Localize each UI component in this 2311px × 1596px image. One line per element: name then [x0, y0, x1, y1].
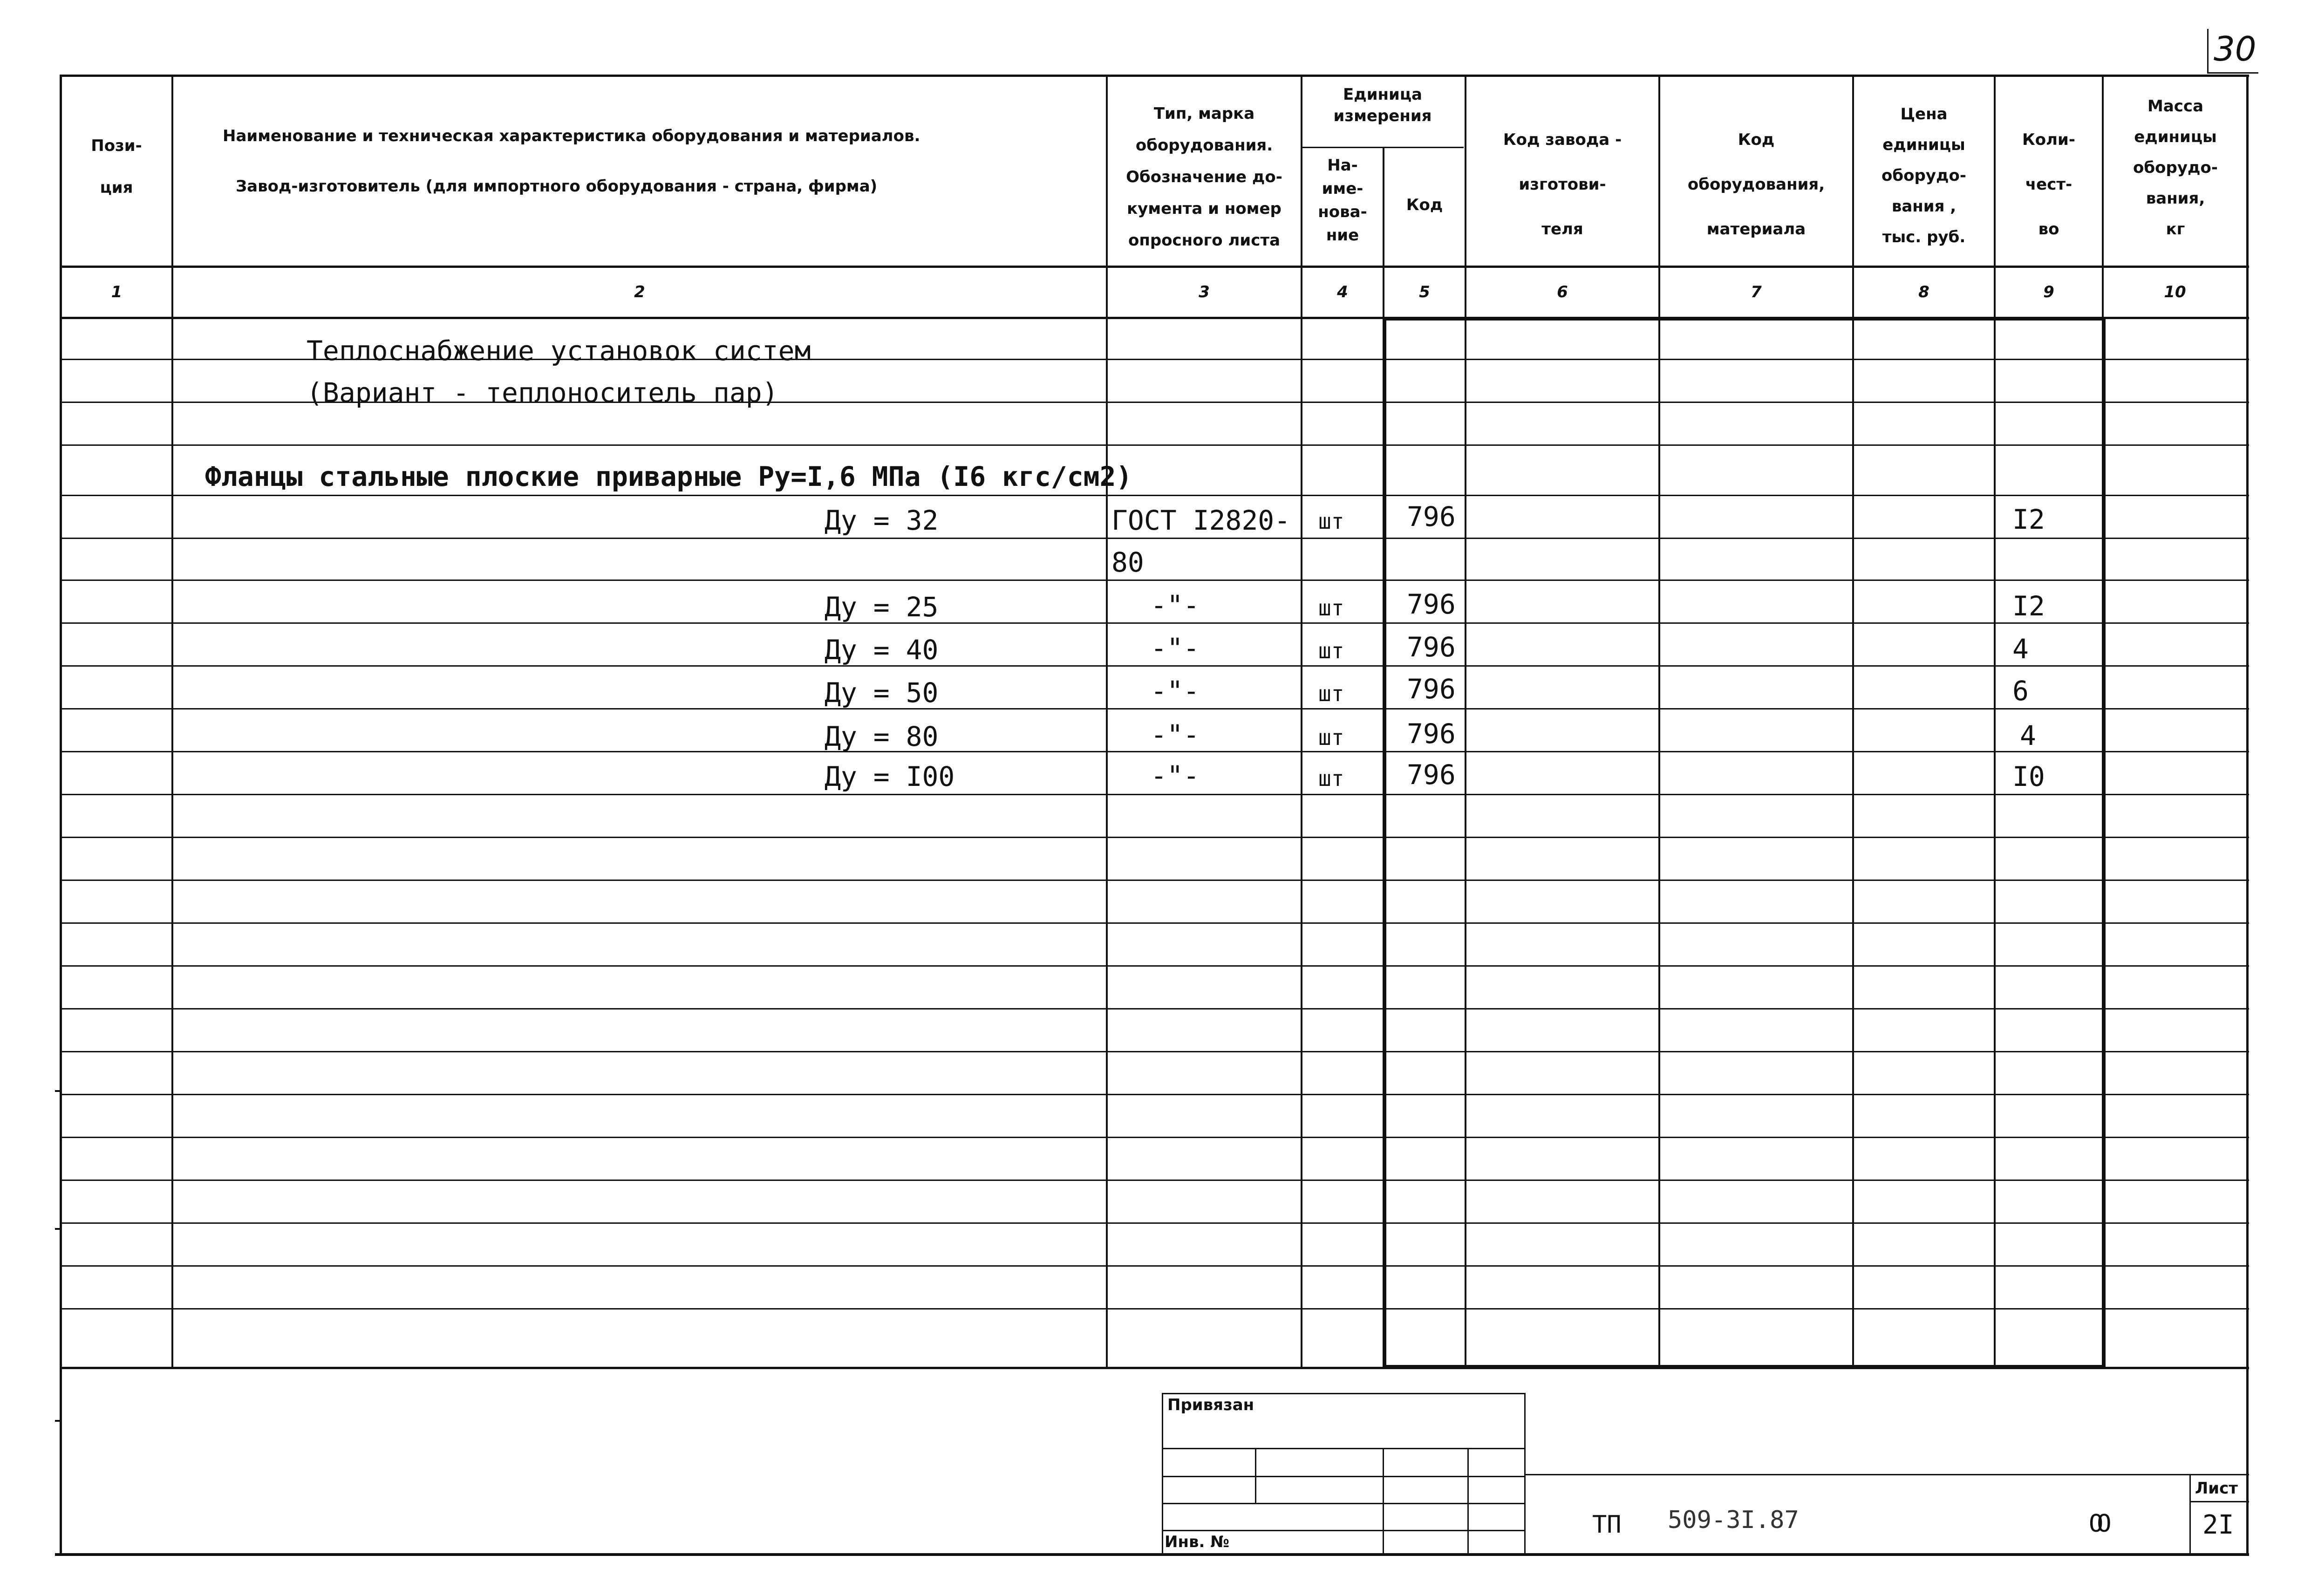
- header-unit-name: На- име- нова- ние: [1318, 156, 1367, 245]
- row-code: 796: [1407, 501, 1456, 532]
- column-number-10: 10: [2164, 283, 2186, 301]
- row-type: 80: [1111, 546, 1144, 578]
- document-number: 509-3I.87: [1668, 1506, 1799, 1534]
- row-separator: [60, 1137, 2249, 1138]
- row-unit: шт: [1318, 509, 1344, 534]
- row-unit: шт: [1318, 595, 1344, 621]
- margin-tick: [55, 1228, 61, 1230]
- row-unit: шт: [1318, 725, 1344, 750]
- row-qty: 4: [2012, 633, 2029, 665]
- row-qty: I2: [2012, 504, 2045, 535]
- row-type: ГОСТ I2820-: [1111, 505, 1291, 536]
- row-separator: [60, 880, 2249, 881]
- row-code: 796: [1407, 673, 1456, 705]
- row-name: Ду = 80: [825, 721, 939, 752]
- row-separator: [60, 1308, 2249, 1310]
- row-type: -"-: [1151, 719, 1200, 750]
- sheet-corner-number: 30: [2214, 29, 2256, 68]
- row-separator: [60, 444, 2249, 446]
- sheet-label: Лист: [2195, 1479, 2238, 1498]
- header-name-line2: Завод-изготовитель (для импортного оборудования - страна, фирма): [236, 177, 878, 196]
- row-name: Фланцы стальные плоские приварные Ру=I,6 МПа (I6 кгс/см2): [205, 461, 1132, 492]
- row-separator: [60, 580, 2249, 581]
- header-equipment-code: Код оборудования, материала: [1687, 130, 1825, 239]
- header-factory-code: Код завода - изготови- теля: [1503, 130, 1622, 239]
- header-mass: Масса единицы оборудо- вания, кг: [2133, 97, 2218, 239]
- row-qty: I2: [2012, 590, 2045, 622]
- header-type: Тип, марка оборудования. Обозначение до- кумента и номер опросного листа: [1126, 104, 1282, 250]
- row-type: -"-: [1151, 632, 1200, 664]
- row-code: 796: [1407, 759, 1456, 791]
- row-name: Ду = 32: [825, 505, 939, 536]
- sheet-number: 2I: [2202, 1510, 2234, 1540]
- row-name: Теплоснабжение установок систем: [307, 335, 811, 367]
- row-type: -"-: [1151, 675, 1200, 707]
- row-separator: [60, 1222, 2249, 1224]
- row-unit: шт: [1318, 766, 1344, 791]
- header-unit-code: Код: [1406, 196, 1443, 214]
- row-unit: шт: [1318, 638, 1344, 663]
- sheet-corner-mark: [2207, 29, 2209, 73]
- column-number-9: 9: [2043, 283, 2054, 301]
- header-unit: Единица измерения: [1333, 85, 1432, 125]
- row-type: -"-: [1151, 589, 1200, 621]
- row-code: 796: [1407, 631, 1456, 663]
- column-number-8: 8: [1918, 283, 1929, 301]
- margin-tick: [55, 1420, 61, 1422]
- header-price: Цена единицы оборудо- вания , тыс. руб.: [1882, 105, 1966, 246]
- row-type: -"-: [1151, 760, 1200, 791]
- header-name-line1: Наименование и техническая характеристика оборудования и материалов.: [223, 127, 920, 145]
- row-name: (Вариант - теплоноситель пар): [307, 377, 778, 409]
- row-name: Ду = 50: [825, 677, 939, 709]
- row-code: 796: [1407, 718, 1456, 750]
- row-name: Ду = I00: [825, 761, 955, 792]
- bound-label: Привязан: [1167, 1396, 1254, 1414]
- column-number-4: 4: [1337, 283, 1348, 301]
- row-name: Ду = 40: [825, 634, 939, 666]
- row-separator: [60, 965, 2249, 967]
- row-separator: [60, 837, 2249, 838]
- header-quantity: Коли- чест- во: [2022, 130, 2075, 239]
- row-name: Ду = 25: [825, 591, 939, 623]
- sheet-code: ОО: [2089, 1510, 2105, 1538]
- row-qty: 4: [2020, 720, 2036, 751]
- row-separator: [60, 922, 2249, 924]
- margin-tick: [55, 1090, 61, 1092]
- column-number-2: 2: [634, 283, 645, 301]
- row-qty: I0: [2012, 761, 2045, 792]
- row-separator: [60, 1008, 2249, 1009]
- row-separator: [60, 1180, 2249, 1181]
- row-separator: [60, 1051, 2249, 1052]
- document-code: ТП: [1592, 1511, 1622, 1539]
- sheet-corner-line: [2207, 72, 2258, 74]
- inventory-label: Инв. №: [1165, 1533, 1230, 1551]
- column-number-3: 3: [1199, 283, 1210, 301]
- column-number-6: 6: [1557, 283, 1568, 301]
- column-number-7: 7: [1751, 283, 1762, 301]
- row-separator: [60, 1265, 2249, 1267]
- column-number-1: 1: [111, 283, 123, 301]
- row-separator: [60, 1094, 2249, 1095]
- row-unit: шт: [1318, 681, 1344, 706]
- header-position: Пози- ция: [91, 136, 142, 197]
- column-number-5: 5: [1419, 283, 1430, 301]
- row-qty: 6: [2012, 675, 2029, 707]
- row-code: 796: [1407, 588, 1456, 620]
